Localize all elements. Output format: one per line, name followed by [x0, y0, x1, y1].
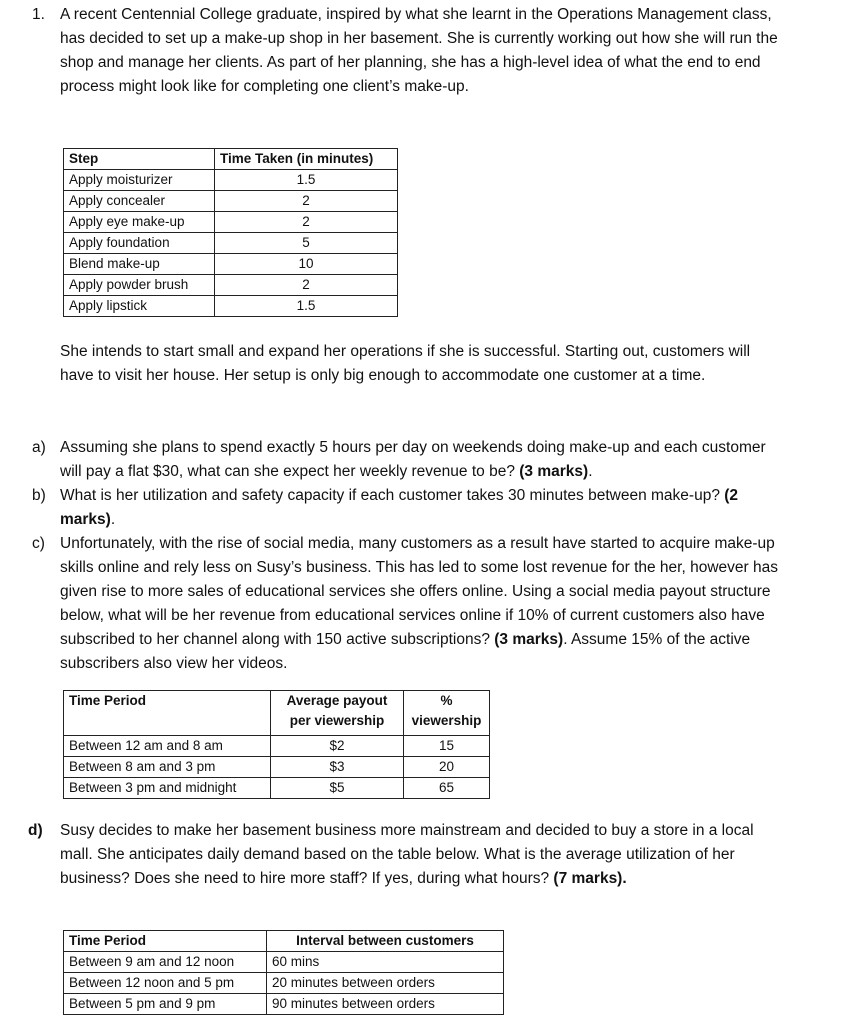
setup-paragraph: She intends to start small and expand her operations if she is successful. Starting out, customers will have to visit her house. Her setup is only big enough to accommodate one customer at a time. [60, 343, 751, 384]
payout-cell: $3 [271, 757, 404, 778]
col-header-average-payout: Average payout per viewership [271, 691, 404, 736]
table-header-row [64, 691, 490, 736]
col-header-viewership: % viewership [404, 691, 490, 736]
part-b-label: b) [32, 487, 46, 504]
part-a-tail: . [588, 463, 593, 480]
step-cell: Blend make-up [64, 254, 215, 275]
time-period-cell: Between 12 am and 8 am [64, 736, 271, 757]
time-period-cell: Between 5 pm and 9 pm [64, 994, 267, 1015]
time-cell: 5 [215, 233, 398, 254]
table-row [64, 757, 490, 778]
time-period-cell: Between 3 pm and midnight [64, 778, 271, 799]
time-cell: 10 [215, 254, 398, 275]
part-a-label: a) [32, 439, 46, 456]
table-row [64, 212, 398, 233]
part-d-text [60, 819, 785, 891]
viewership-cell: 20 [404, 757, 490, 778]
time-cell: 2 [215, 275, 398, 296]
table-row [64, 778, 490, 799]
part-b-marks: (2 marks) [60, 487, 739, 528]
payout-cell: $5 [271, 778, 404, 799]
payout-cell: $2 [271, 736, 404, 757]
part-c-tail: . Assume 15% of the active subscribers also view her videos. [60, 631, 751, 672]
table-row [64, 254, 398, 275]
part-b-question: What is her utilization and safety capacity if each customer takes 30 minutes between make-up? [60, 487, 725, 504]
time-cell: 1.5 [215, 296, 398, 317]
part-c-question: Unfortunately, with the rise of social media, many customers as a result have started to acquire make-up skills online and rely less on Susy’s business. This has led to some lost revenue for the her, however has given rise to more sales of educational services she offers online. Using a social media payout structure below, what will be her revenue from educational services online if 10% of current customers also have subscribed to her channel along with 150 active subscriptions? [60, 535, 778, 648]
table-row [64, 973, 504, 994]
question-intro: A recent Centennial College graduate, inspired by what she learnt in the Operations Management class, has decided to set up a make-up shop in her basement. She is currently working out how she will run the shop and manage her clients. As part of her planning, she has a high-level idea of what the end to end process might look like for completing one client’s make-up. [60, 6, 778, 95]
question-number: 1. [32, 6, 45, 23]
col-header-time: Time Taken (in minutes) [215, 149, 398, 170]
interval-cell: 20 minutes between orders [267, 973, 504, 994]
part-b-tail: . [110, 511, 116, 528]
col-header-time-period: Time Period [64, 931, 267, 952]
time-cell: 2 [215, 191, 398, 212]
table-row [64, 170, 398, 191]
time-cell: 1.5 [215, 170, 398, 191]
table-header-row [64, 931, 504, 952]
table-row [64, 191, 398, 212]
table-row [64, 952, 504, 973]
step-cell: Apply foundation [64, 233, 215, 254]
col-header-interval: Interval between customers [267, 931, 504, 952]
step-cell: Apply concealer [64, 191, 215, 212]
interval-cell: 90 minutes between orders [267, 994, 504, 1015]
time-period-cell: Between 12 noon and 5 pm [64, 973, 267, 994]
part-b-text [60, 484, 785, 532]
part-d-marks: (7 marks). [553, 870, 627, 887]
part-a-text [60, 436, 785, 484]
part-c-text [60, 532, 785, 676]
step-cell: Apply moisturizer [64, 170, 215, 191]
table-row [64, 736, 490, 757]
step-cell: Apply lipstick [64, 296, 215, 317]
demand-table [63, 930, 504, 1015]
part-d-question: Susy decides to make her basement business more mainstream and decided to buy a store in a local mall. She anticipates daily demand based on the table below. What is the average utilization of her business? Does she need to hire more staff? If yes, during what hours? [60, 822, 754, 887]
interval-cell: 60 mins [267, 952, 504, 973]
viewership-cell: 65 [404, 778, 490, 799]
time-cell: 2 [215, 212, 398, 233]
step-cell: Apply powder brush [64, 275, 215, 296]
part-d-label: d) [28, 822, 43, 839]
time-period-cell: Between 9 am and 12 noon [64, 952, 267, 973]
table-row [64, 233, 398, 254]
table-row [64, 994, 504, 1015]
time-period-cell: Between 8 am and 3 pm [64, 757, 271, 778]
col-header-step: Step [64, 149, 215, 170]
part-c-label: c) [32, 535, 45, 552]
part-c-marks: (3 marks) [494, 631, 564, 648]
table-row [64, 296, 398, 317]
steps-table [63, 148, 398, 317]
table-header-row [64, 149, 398, 170]
step-cell: Apply eye make-up [64, 212, 215, 233]
part-a-question: Assuming she plans to spend exactly 5 hours per day on weekends doing make-up and each customer will pay a flat $30, what can she expect her weekly revenue to be? [60, 439, 766, 480]
payout-table [63, 690, 490, 799]
col-header-time-period: Time Period [64, 691, 271, 736]
viewership-cell: 15 [404, 736, 490, 757]
table-row [64, 275, 398, 296]
part-a-marks: (3 marks) [519, 463, 589, 480]
